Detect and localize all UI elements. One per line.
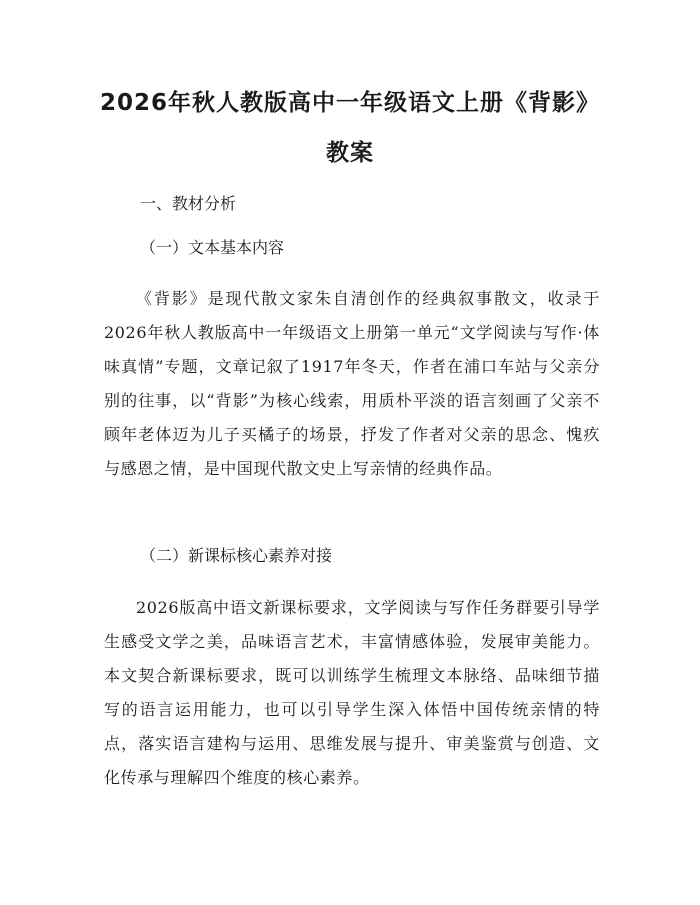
paragraph-core-literacy: 2026版高中语文新课标要求，文学阅读与写作任务群要引导学生感受文学之美，品味语言艺术，丰富情感体验，发展审美能力。本文契合新课标要求，既可以训练学生梳理文本脉络、品味细节描写的语言运用能力，也可以引导学生深入体悟中国传统亲情的特点，落实语言建构与运用、思维发展与提升、审美鉴赏与创造、文化传承与理解四个维度的核心素养。 — [104, 598, 600, 787]
document-title: 2026年秋人教版高中一年级语文上册《背影》教案 — [100, 90, 601, 166]
section-heading-textbook-analysis: 一、教材分析 — [140, 194, 237, 213]
paragraph-text-content: 《背影》是现代散文家朱自清创作的经典叙事散文，收录于2026年秋人教版高中一年级语文上册第一单元“文学阅读与写作·体味真情”专题，文章记叙了1917年冬天，作者在浦口车站与父亲分别的往事，以“背影”为核心线索，用质朴平淡的语言刻画了父亲不顾年老体迈为儿子买橘子的场景，抒发了作者对父亲的思念、愧疚与感恩之情，是中国现代散文史上写亲情的经典作品。 — [104, 289, 600, 478]
subsection-heading-core-literacy: （二）新课标核心素养对接 — [140, 546, 333, 565]
subsection-heading-text-content: （一）文本基本内容 — [140, 238, 285, 257]
